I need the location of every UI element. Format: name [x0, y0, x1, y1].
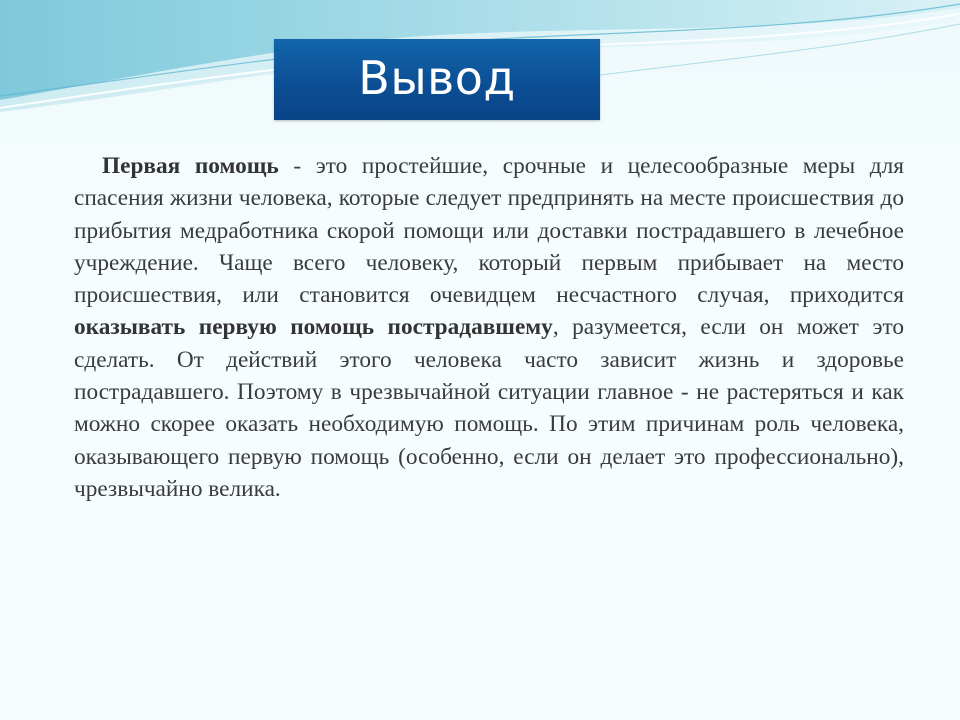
slide-title: Вывод — [358, 50, 516, 105]
paragraph-part-1: - это простейшие, срочные и целесообразные меры для спасения жизни человека, которые следует предпринять на месте происшествия до прибытия медработника скорой помощи или доставки пострадавшего в лечебное учреждение. Чаще всего человеку, который первым прибывает на место происшествия, или становится очевидцем несчастного случая, приходится — [74, 153, 905, 309]
body-paragraph — [74, 150, 904, 505]
paragraph-part-2: , разумеется, если он может это сделать. От действий этого человека часто зависит жизнь и здоровье пострадавшего. Поэтому в чрезвычайной ситуации главное - не растеряться и как можно скорее оказать необходимую помощь. По этим причинам роль человека, оказывающего первую помощь (особенно, если он делает это профессионально), чрезвычайно велика. — [74, 314, 904, 502]
emphasis-bold: оказывать первую помощь пострадавшему — [74, 314, 553, 341]
title-box — [274, 39, 600, 120]
term-bold: Первая помощь — [102, 153, 279, 179]
